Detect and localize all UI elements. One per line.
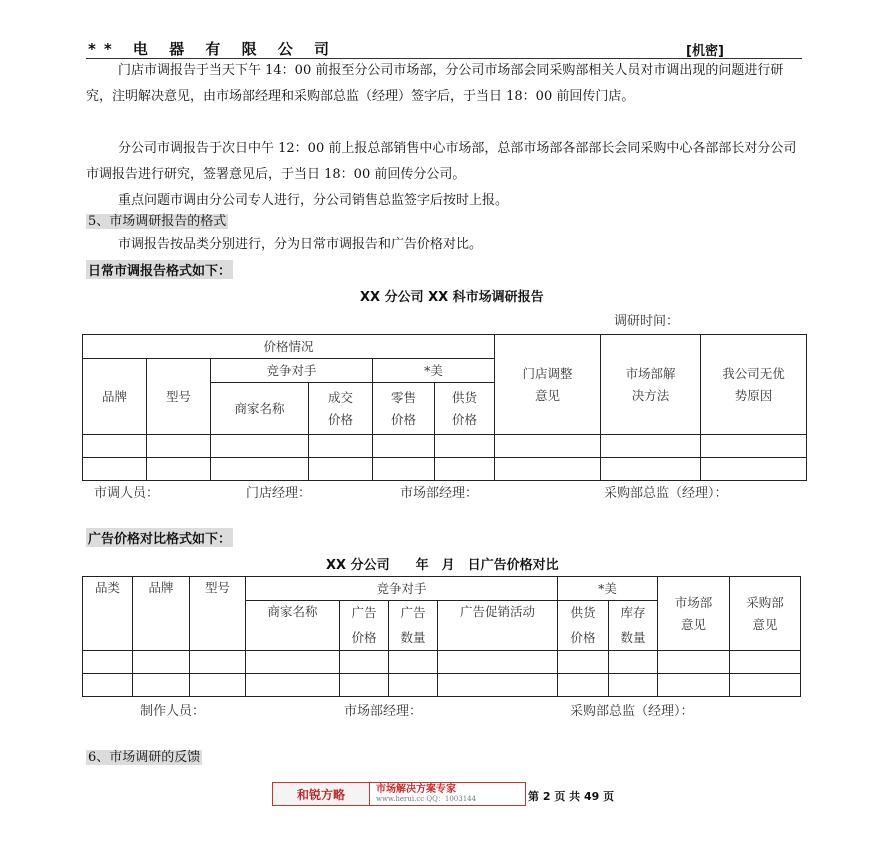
- no-advantage-header: 我公司无优 势原因: [701, 335, 807, 435]
- store-manager-signature: 门店经理：: [246, 486, 312, 501]
- section-6-heading: 6、市场调研的反馈: [88, 750, 201, 765]
- ad-format-label: 广告价格对比格式如下：: [86, 528, 233, 547]
- logo-slogan: 市场解决方案专家: [376, 784, 456, 795]
- logo-text: 和锐方略: [273, 783, 370, 805]
- logo-site: www.herui.cc QQ：1003144: [376, 795, 477, 803]
- section-5-text: 市调报告按品类分别进行，分为日常市调报告和广告价格对比。: [118, 237, 483, 252]
- ad-purchase-director-signature: 采购部总监（经理）：: [570, 704, 694, 719]
- section-5-heading: 5、市场调研报告的格式: [88, 214, 227, 229]
- ad-price-table: [82, 576, 801, 697]
- deal-price-header: 成交 价格: [309, 383, 373, 435]
- daily-format-label: 日常市调报告格式如下：: [86, 260, 233, 279]
- model-header: 型号: [190, 577, 246, 651]
- market-opinion-header: 市场部 意见: [658, 577, 730, 651]
- confidential-mark: [机密]: [686, 44, 724, 59]
- stock-qty-header-line2: 数量: [609, 626, 658, 651]
- supply-price-header: 供货 价格: [435, 383, 495, 435]
- purchase-director-signature: 采购部总监（经理）：: [604, 486, 728, 501]
- researcher-signature: 市调人员：: [94, 486, 160, 501]
- ad-report-title: XX 分公司 年 月 日广告价格对比: [326, 558, 559, 573]
- store-adjust-header: 门店调整 意见: [495, 335, 601, 435]
- market-solution-header: 市场部解 决方法: [601, 335, 701, 435]
- model-header: 型号: [147, 359, 211, 435]
- merchant-header: 商家名称: [211, 383, 309, 435]
- daily-report-title: XX 分公司 XX 科市场调研报告: [360, 290, 544, 305]
- market-manager-signature: 市场部经理：: [400, 486, 479, 501]
- supply-price-header-line2: 价格: [558, 626, 609, 651]
- brand-header: 品牌: [133, 577, 190, 651]
- ad-qty-header-line2: 数量: [389, 626, 438, 651]
- purchase-opinion-header: 采购部 意见: [730, 577, 801, 651]
- company-name: ** 电 器 有 限 公 司: [88, 40, 338, 58]
- paragraph-store-report: 门店市调报告于当天下午 14：00 前报至分公司市场部，分公司市场部会同采购部相关人员对市调出现的问题进行研究，注明解决意见，由市场部经理和采购部总监（经理）签字后，于当日 18：00 前回传门店。: [86, 63, 784, 104]
- competitor-header: 竞争对手: [246, 577, 558, 601]
- maker-signature: 制作人员：: [140, 704, 206, 719]
- category-header: 品类: [83, 577, 133, 651]
- table-row: [83, 458, 807, 481]
- stock-qty-header: 库存: [609, 601, 658, 626]
- paragraph-key-issues: 重点问题市调由分公司专人进行，分公司销售总监签字后按时上报。: [118, 193, 509, 208]
- page-number: 第 2 页 共 49 页: [528, 790, 615, 803]
- table-row: [83, 651, 801, 674]
- brand-header: 品牌: [83, 359, 147, 435]
- ad-price-header-line2: 价格: [340, 626, 389, 651]
- ad-market-manager-signature: 市场部经理：: [344, 704, 423, 719]
- promo-header: 广告促销活动: [438, 601, 558, 651]
- ad-price-header: 广告: [340, 601, 389, 626]
- paragraph-branch-report: 分公司市调报告于次日中午 12：00 前上报总部销售中心市场部，总部市场部各部部长会同采购中心各部部长对分公司市调报告进行研究，签署意见后，于当日 18：00 前回传分公司。: [86, 141, 797, 182]
- price-info-header: 价格情况: [83, 335, 495, 359]
- retail-price-header: 零售 价格: [373, 383, 435, 435]
- competitor-header: 竞争对手: [211, 359, 373, 383]
- mei-header: *美: [558, 577, 658, 601]
- table-row: [83, 674, 801, 697]
- mei-header: *美: [373, 359, 495, 383]
- ad-qty-header: 广告: [389, 601, 438, 626]
- footer-logo: [272, 782, 526, 806]
- survey-time-label: 调研时间：: [614, 314, 680, 329]
- merchant-header: 商家名称: [246, 601, 340, 651]
- supply-price-header: 供货: [558, 601, 609, 626]
- daily-report-table: [82, 334, 807, 481]
- table-row: [83, 435, 807, 458]
